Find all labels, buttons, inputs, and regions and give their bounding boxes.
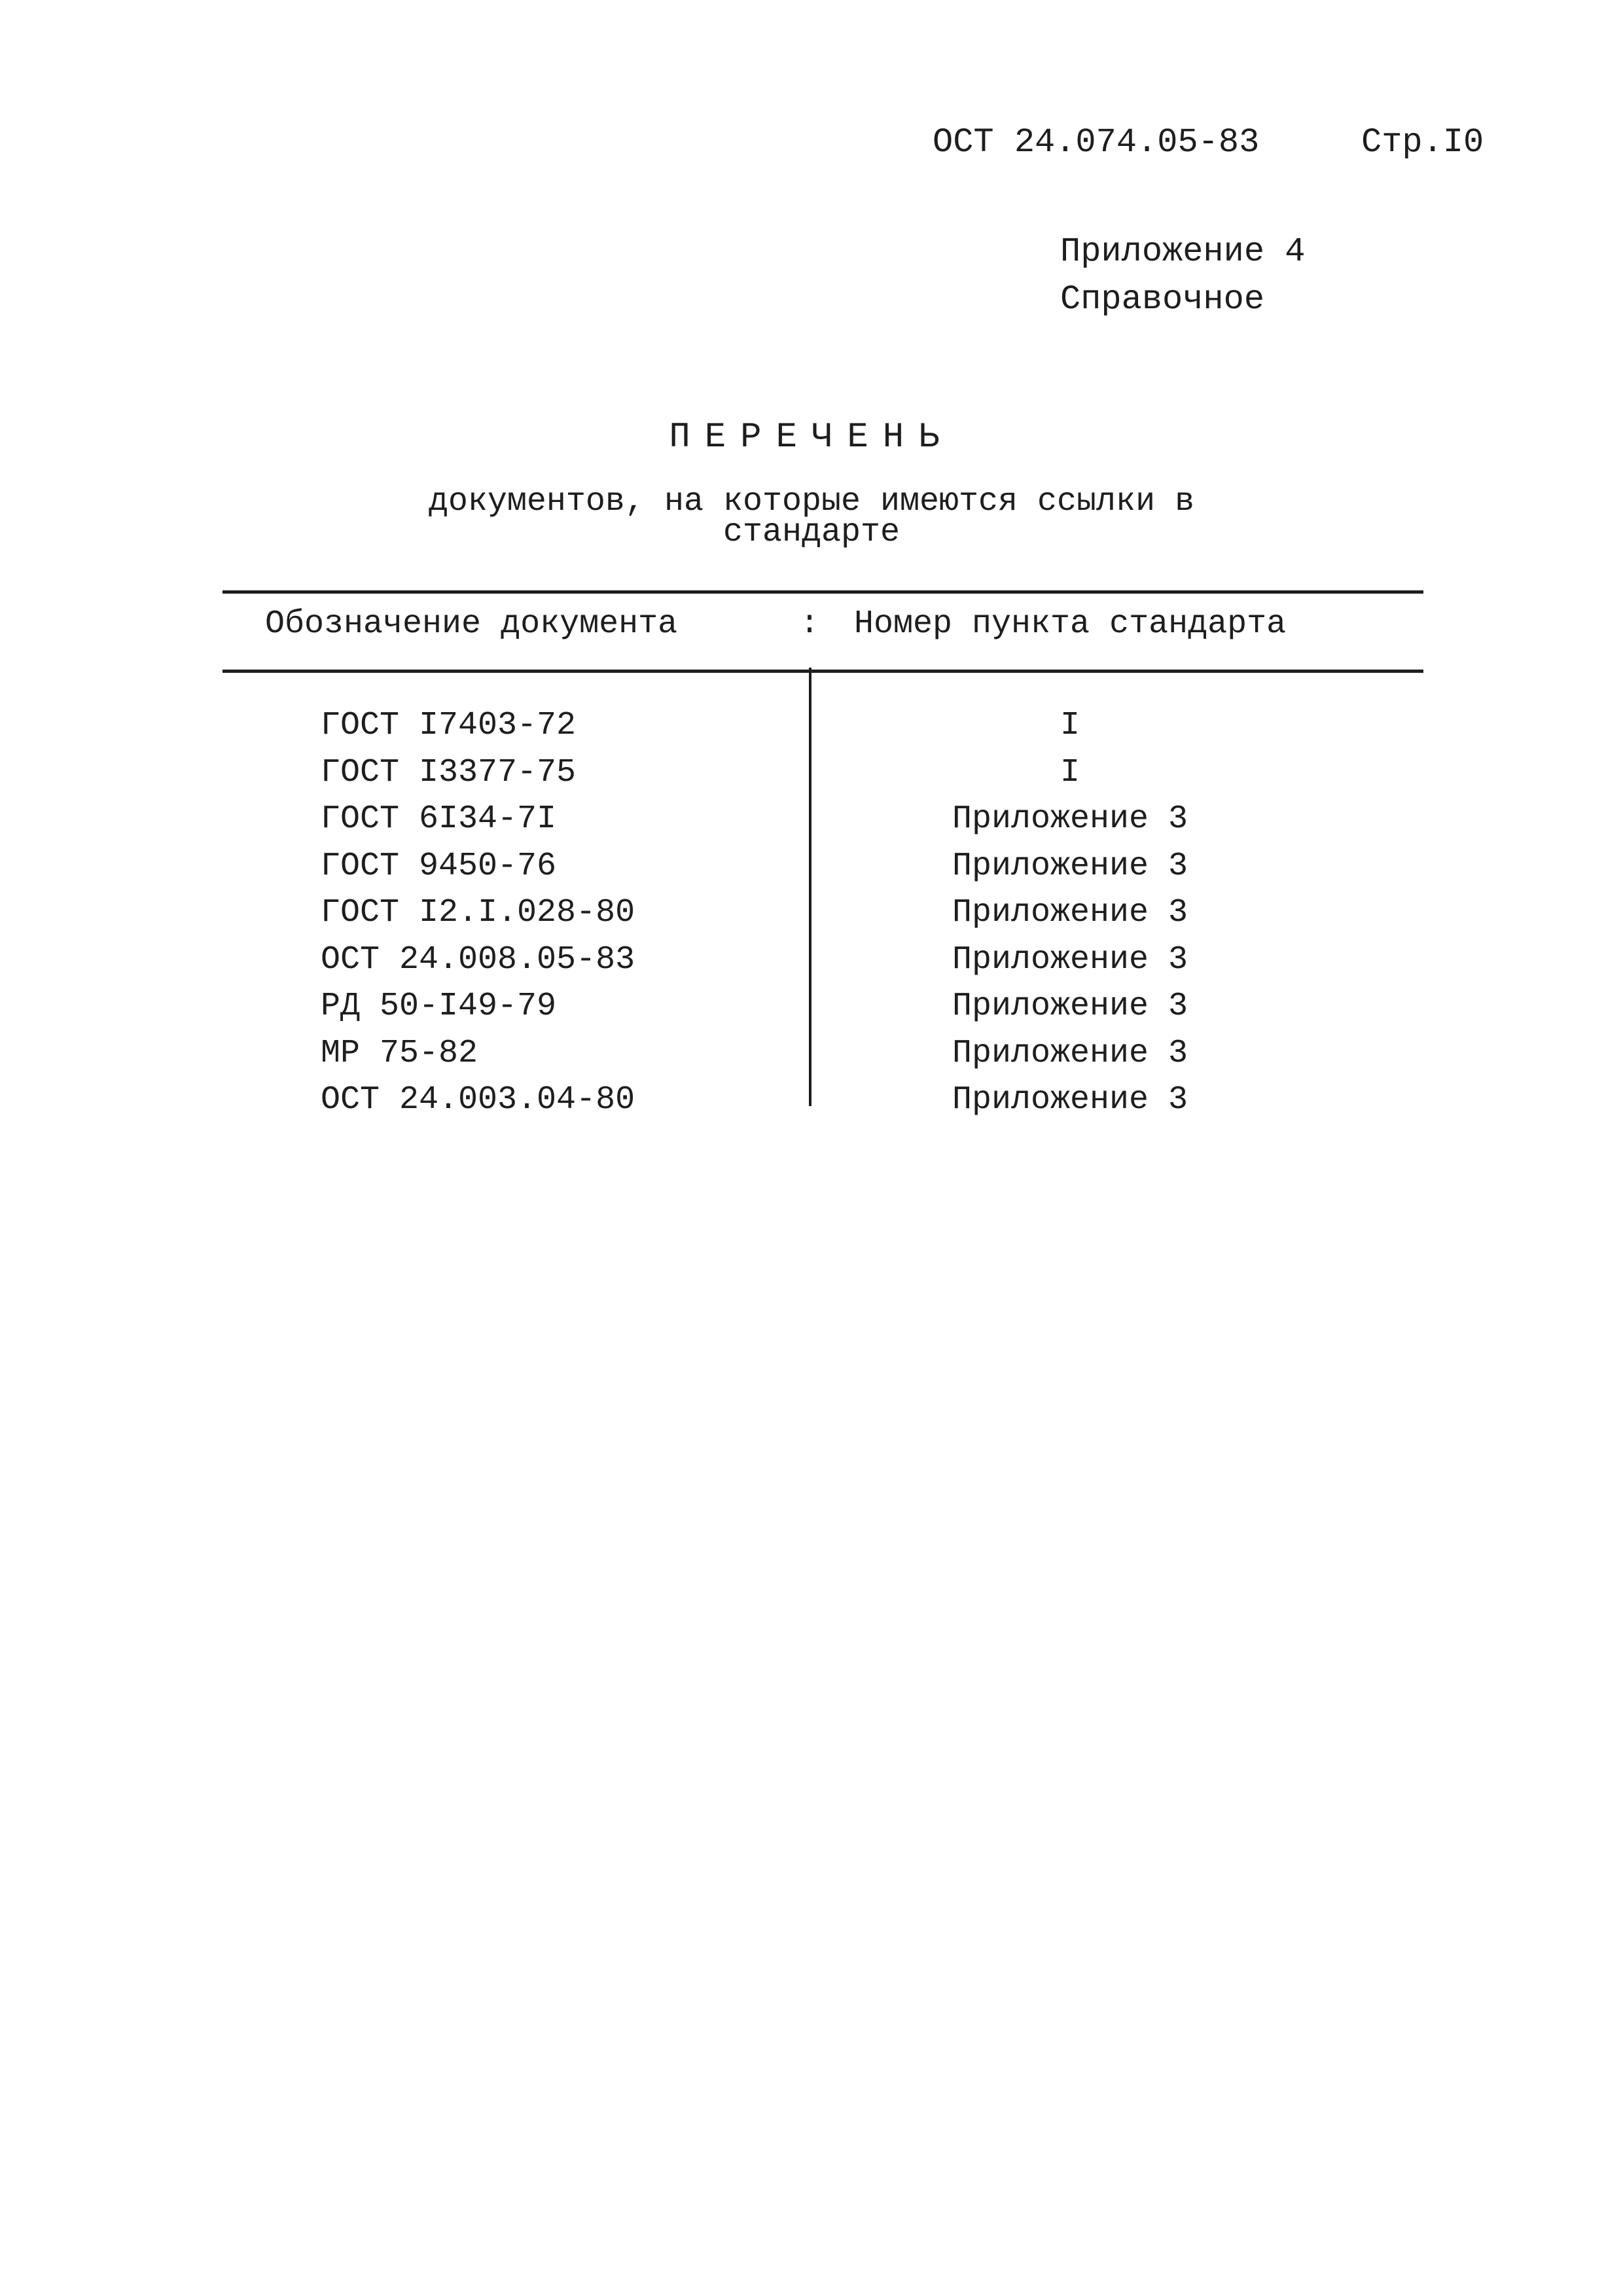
appendix-kind: Справочное xyxy=(1060,280,1265,319)
table-top-rule xyxy=(223,590,1423,594)
appendix-number: Приложение 4 xyxy=(1060,232,1306,271)
table-header-rule xyxy=(223,670,1423,673)
clause-reference: Приложение 3 xyxy=(952,1034,1188,1072)
table-row xyxy=(0,1035,1623,1082)
document-designation: ГОСТ 6I34-7I xyxy=(321,800,557,838)
column-header-document: Обозначение документа xyxy=(265,605,678,643)
column-header-clause: Номер пункта стандарта xyxy=(854,605,1287,643)
document-code: ОСТ 24.074.05-83 xyxy=(933,123,1260,162)
document-designation: ГОСТ I2.I.028-80 xyxy=(321,894,635,931)
column-header-separator: : xyxy=(800,605,820,643)
clause-reference: Приложение 3 xyxy=(952,1081,1188,1119)
document-designation: ГОСТ I3377-75 xyxy=(321,753,577,791)
subtitle-line-2: стандарте xyxy=(722,514,901,551)
clause-reference: Приложение 3 xyxy=(952,800,1188,838)
document-designation: ГОСТ 9450-76 xyxy=(321,847,557,885)
document-designation: ОСТ 24.008.05-83 xyxy=(321,941,635,978)
clause-reference: Приложение 3 xyxy=(952,988,1188,1025)
table-row xyxy=(0,707,1623,754)
table-row xyxy=(0,848,1623,895)
clause-reference: Приложение 3 xyxy=(952,894,1188,931)
table-row xyxy=(0,1081,1623,1128)
clause-reference: Приложение 3 xyxy=(952,847,1188,885)
clause-reference: I xyxy=(1060,707,1080,744)
page-title: ПЕРЕЧЕНЬ xyxy=(669,418,954,457)
table-row xyxy=(0,800,1623,848)
table-row xyxy=(0,894,1623,941)
document-designation: ГОСТ I7403-72 xyxy=(321,707,577,744)
document-designation: РД 50-I49-79 xyxy=(321,988,557,1025)
subtitle-line-1: документов, на которые имеются ссылки в xyxy=(428,483,1195,520)
clause-reference: Приложение 3 xyxy=(952,941,1188,978)
document-designation: МР 75-82 xyxy=(321,1034,478,1072)
document-designation: ОСТ 24.003.04-80 xyxy=(321,1081,635,1119)
clause-reference: I xyxy=(1060,753,1080,791)
table-row xyxy=(0,988,1623,1035)
table-row xyxy=(0,754,1623,801)
table-row xyxy=(0,941,1623,988)
page-number: Стр.I0 xyxy=(1361,123,1484,162)
table-body xyxy=(0,707,1623,1128)
